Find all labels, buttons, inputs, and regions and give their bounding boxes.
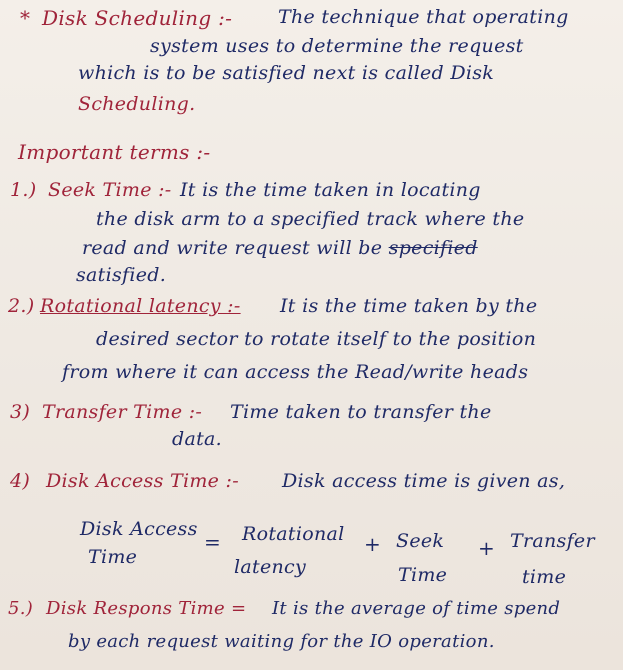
- term-1-line-3: [82, 239, 478, 258]
- important-terms-heading: Important terms :-: [18, 140, 211, 164]
- term-1-line-4: satisfied.: [76, 264, 167, 286]
- definition-line-4: Scheduling.: [78, 93, 196, 115]
- formula-term-3-top: Transfer: [510, 530, 595, 552]
- term-3-line-2: data.: [172, 428, 222, 450]
- formula-plus-1: +: [364, 532, 382, 556]
- formula-term-1-top: Rotational: [242, 523, 345, 545]
- definition-line-2: system uses to determine the request: [150, 35, 524, 57]
- term-5-line-2: by each request waiting for the IO operation.: [68, 631, 495, 652]
- term-5-name: Disk Respons Time =: [46, 598, 247, 619]
- term-4-line-1: Disk access time is given as,: [282, 470, 566, 492]
- bullet-asterisk: *: [20, 6, 31, 30]
- formula-term-2-top: Seek: [396, 530, 445, 552]
- formula-lhs-line-2: Time: [88, 546, 138, 568]
- formula-equals: =: [204, 530, 222, 554]
- formula-lhs-line-1: Disk Access: [80, 518, 198, 540]
- term-2-line-3: from where it can access the Read/write heads: [62, 361, 529, 383]
- term-1-struck-word: specified: [388, 237, 478, 259]
- term-1-line-1: It is the time taken in locating: [180, 179, 481, 201]
- formula-term-1-bottom: latency: [234, 556, 306, 578]
- term-4-name: Disk Access Time :-: [46, 470, 239, 492]
- term-4-number: 4): [10, 470, 31, 492]
- term-1-line-2: the disk arm to a specified track where the: [96, 208, 525, 230]
- term-2-name: Rotational latency :-: [40, 295, 241, 317]
- term-1-number: 1.): [10, 179, 37, 201]
- formula-term-2-bottom: Time: [398, 564, 448, 586]
- term-3-name: Transfer Time :-: [42, 401, 203, 423]
- term-2-number: 2.): [8, 295, 35, 317]
- definition-line-1: The technique that operating: [278, 6, 569, 28]
- term-3-line-1: Time taken to transfer the: [230, 401, 492, 423]
- term-2-line-1: It is the time taken by the: [280, 295, 538, 317]
- formula-plus-2: +: [478, 536, 496, 560]
- term-5-number: 5.): [8, 598, 34, 619]
- term-1-name: Seek Time :-: [48, 179, 172, 201]
- term-3-number: 3): [10, 401, 31, 423]
- term-5-line-1: It is the average of time spend: [272, 598, 561, 619]
- term-2-line-2: desired sector to rotate itself to the position: [96, 328, 537, 350]
- formula-term-3-bottom: time: [522, 566, 567, 588]
- heading-disk-scheduling: Disk Scheduling :-: [42, 6, 233, 30]
- definition-line-3: which is to be satisfied next is called Disk: [78, 62, 495, 84]
- term-1-line-3-text: read and write request will be: [82, 237, 383, 259]
